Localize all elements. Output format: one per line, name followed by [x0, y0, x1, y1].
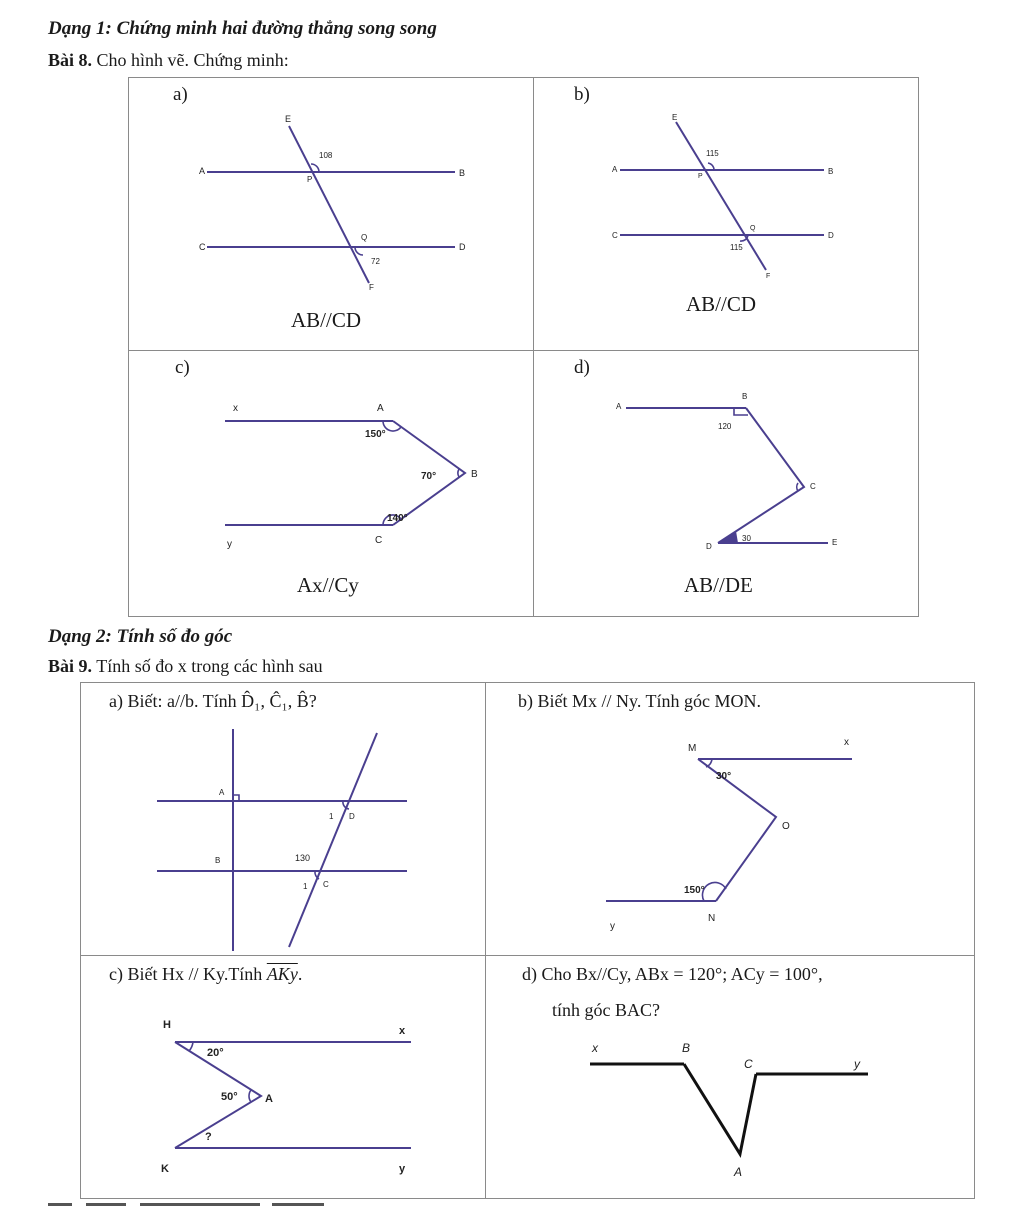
exercise-8-heading	[48, 50, 289, 71]
angle-arc	[458, 469, 459, 477]
angle-label: 120	[718, 422, 732, 431]
panel-9b-text: Biết Mx // Ny. Tính góc MON.	[537, 691, 761, 711]
angle-arc	[189, 1042, 193, 1051]
angle-label: 115	[706, 149, 719, 158]
panel-9c-question: c) Biết Hx // Ky.Tính $\overline{AKy}$.	[109, 964, 303, 984]
panel-9a-question: a) Biết: a//b. Tính D̂₁, Ĉ₁, B̂?	[109, 691, 317, 711]
point-m: M	[688, 743, 697, 754]
segments-ba-ac	[684, 1064, 756, 1154]
panel-8d	[533, 350, 919, 617]
point-x: x	[844, 737, 849, 748]
angle-arc	[249, 1090, 251, 1102]
panel-8c-label: c)	[175, 357, 190, 378]
angle-label: 140°	[387, 513, 408, 524]
panel-9c	[80, 955, 486, 1199]
angle-arc	[706, 759, 712, 767]
panel-8d-label: d)	[574, 357, 590, 378]
point-a: A	[219, 788, 225, 797]
point-c: C	[375, 535, 383, 546]
angle-label: 150°	[684, 885, 705, 896]
angle-mark-1: 1	[329, 812, 334, 821]
angle-fill	[718, 531, 738, 543]
exercise-8-text: Cho hình vẽ. Chứng minh:	[96, 50, 289, 70]
figure-9b	[486, 683, 976, 957]
point-b: B	[471, 469, 478, 480]
angle-label: 150°	[365, 429, 386, 440]
point-b: B	[742, 392, 748, 401]
point-b: B	[828, 167, 834, 176]
point-h: H	[163, 1019, 171, 1031]
point-a: A	[199, 166, 206, 176]
point-f: F	[766, 273, 771, 280]
exercise-9-heading	[48, 656, 323, 677]
angle-arc	[355, 247, 363, 255]
exercise-9-label: Bài 9.	[48, 656, 93, 676]
point-c: C	[199, 242, 206, 252]
angle-label: 115	[730, 243, 743, 252]
panel-8a-label: a)	[173, 84, 188, 105]
angle-label: 72	[371, 257, 380, 266]
section1-title: Dạng 1: Chứng minh hai đường thẳng song song	[48, 18, 437, 39]
point-p: P	[307, 175, 313, 184]
angle-label: 30°	[716, 771, 732, 782]
transversal	[289, 733, 377, 947]
cutoff-text	[272, 1203, 324, 1206]
asked-angle: $\overline{AKy}$	[266, 964, 298, 984]
panel-9d	[485, 955, 975, 1199]
point-c: C	[612, 231, 618, 240]
panel-8b	[533, 77, 919, 351]
point-e: E	[832, 538, 838, 547]
point-y: y	[399, 1163, 406, 1175]
point-a: A	[616, 402, 622, 411]
point-n: N	[708, 913, 716, 924]
point-q: Q	[361, 233, 368, 242]
panel-9d-text: Cho Bx//Cy, ABx = 120°; ACy = 100°,	[541, 964, 823, 984]
point-x: x	[399, 1025, 406, 1037]
point-d: D	[349, 812, 355, 821]
asked-angle: D̂₁	[241, 691, 261, 711]
cutoff-text	[140, 1203, 260, 1206]
angle-label: 108	[319, 151, 333, 160]
point-a: A	[734, 1165, 743, 1179]
exercise-9-text: Tính số đo x trong các hình sau	[96, 656, 323, 676]
angle-label: 50°	[221, 1091, 238, 1103]
point-a: A	[377, 403, 384, 414]
angle-label: ?	[205, 1131, 212, 1143]
cutoff-text	[86, 1203, 126, 1206]
question-mark: ?	[308, 691, 317, 711]
point-y: y	[854, 1057, 860, 1071]
angle-mark-1: 1	[303, 882, 308, 891]
point-d: D	[459, 242, 466, 252]
panel-9c-label: c)	[109, 964, 123, 984]
point-c: C	[744, 1057, 753, 1071]
exercise-8-label: Bài 8.	[48, 50, 93, 70]
panel-9d-text2: tính góc BAC?	[552, 1000, 660, 1020]
angle-label: 30	[742, 534, 751, 543]
point-f: F	[369, 283, 374, 292]
point-o: O	[782, 821, 790, 832]
panel-8a-caption: AB//CD	[291, 308, 362, 332]
point-c: C	[810, 482, 816, 491]
section2-title: Dạng 2: Tính số đo góc	[48, 626, 233, 647]
angle-label: 70°	[421, 471, 437, 482]
point-y: y	[610, 921, 615, 932]
segments-mo-on	[698, 759, 776, 901]
point-e: E	[672, 113, 678, 122]
point-a: A	[612, 165, 618, 174]
asked-angle: B̂	[296, 691, 309, 711]
point-b: B	[682, 1041, 691, 1055]
point-b: B	[215, 856, 221, 865]
point-c: C	[323, 880, 329, 889]
point-y: y	[227, 539, 232, 550]
panel-8b-caption: AB//CD	[686, 292, 757, 316]
panel-9a-text: Biết: a//b. Tính	[127, 691, 237, 711]
transversal-ef	[289, 126, 369, 283]
panel-9a	[80, 682, 486, 956]
figure-9d	[486, 956, 976, 1200]
angle-arc	[708, 163, 714, 170]
point-k: K	[161, 1163, 169, 1175]
panel-8a	[128, 77, 534, 351]
point-q: Q	[750, 225, 756, 232]
figure-9a	[81, 683, 487, 957]
panel-8c-caption: Ax//Cy	[297, 573, 359, 597]
point-d: D	[706, 542, 712, 551]
panel-8b-label: b)	[574, 84, 590, 105]
point-x: x	[233, 403, 238, 414]
panel-9d-label: d)	[522, 964, 537, 984]
panel-8c	[128, 350, 534, 617]
panel-8d-caption: AB//DE	[684, 573, 753, 597]
transversal-ef	[676, 122, 766, 270]
asked-angle: Ĉ₁	[269, 691, 288, 711]
angle-arc	[797, 483, 798, 491]
cutoff-text	[48, 1203, 72, 1206]
point-a: A	[265, 1093, 273, 1105]
point-b: B	[459, 168, 466, 178]
point-x: x	[592, 1041, 598, 1055]
angle-label: 130	[295, 853, 311, 863]
panel-9a-label: a)	[109, 691, 123, 711]
point-e: E	[285, 114, 292, 124]
point-p: P	[698, 173, 703, 180]
point-d: D	[828, 231, 834, 240]
figure-9c	[81, 956, 487, 1200]
panel-9b	[485, 682, 975, 956]
panel-9b-label: b)	[518, 691, 533, 711]
angle-label: 20°	[207, 1047, 224, 1059]
panel-9c-text: Biết Hx // Ky.Tính	[127, 964, 263, 984]
